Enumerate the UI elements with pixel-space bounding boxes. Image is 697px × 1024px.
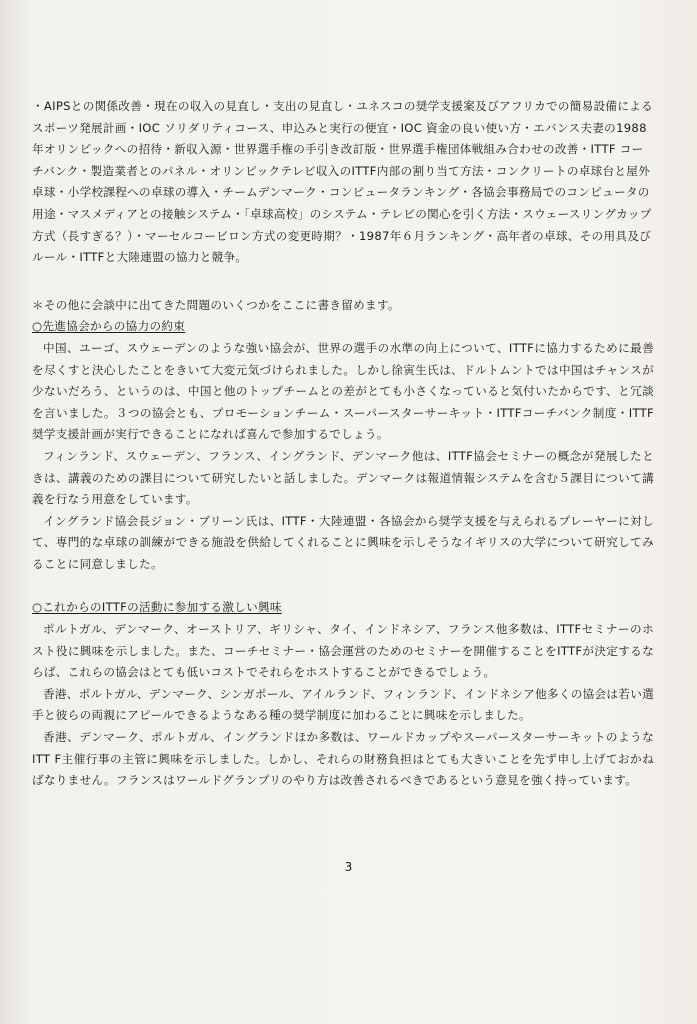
- topics-paragraph: ・AIPSとの関係改善・現在の収入の見直し・支出の見直し・ユネスコの奨学支援案及びアフリカでの簡易設備によるスポーツ発展計画・IOC ソリダリティコース、申込みと実行の便宜・IOC 資金の良い使い方・エバンス夫妻の1988年オリンピックへの招待・新収入源・世界選手権の手引き改訂版・世界選手権団体戦組み合わせの改善・ITTF コーチバンク・製造業者とのパネル・オリンピックテレビ収入のITTF内部の割り当て方法・コンクリートの卓球台と屋外卓球・小学校課程への卓球の導入・チームデンマーク・コンピュータランキング・各協会事務局でのコンピュータの用途・マスメディアとの接触システム・「卓球高校」のシステム・テレビの関心を引く方法・スウェースリングカップ方式（長すぎる？）・マーセルコービロン方式の変更時期？・1987年６月ランキング・高年者の卓球、その用具及びルール・ITTFと大陸連盟の協力と競争。: [32, 99, 654, 265]
- section2-paragraph-1: ポルトガル、デンマーク、オーストリア、ギリシャ、タイ、インドネシア、フランス他多数は、ITTFセミナーのホスト役に興味を示しました。また、コーチセミナー・協会運営のためのセミナーを開催することをITTFが決定するならば、これらの協会はとても低いコストでそれらをホストすることができるでしょう。: [32, 622, 654, 680]
- section1-paragraph-2: フィンランド、スウェーデン、フランス、イングランド、デンマーク他は、ITTF協会セミナーの概念が発展したときは、講義のための課目について研究したいと話しました。デンマークは報道情報システムを含む５課目について講義を行なう用意をしています。: [32, 448, 654, 507]
- page-number: 3: [344, 860, 353, 874]
- section1-paragraph-1: 中国、ユーゴ、スウェーデンのような強い協会が、世界の選手の水準の向上について、ITTFに協力するために最善を尽くすと決心したことをきいて大変元気づけられました。しかし徐寅生氏は、ドルトムントでは中国はチャンスが少ないだろう、というのは、中国と他のトップチームとの差がとても小さくなっていると気付いたからです、と冗談を言いました。３つの協会とも、プロモーションチーム・スーパースターサーキット・ITTFコーチバンク制度・ITTF奨学支援計画が実行できることになれば喜んで参加するでしょう。: [32, 340, 654, 442]
- note-line: ＊その他に会談中に出てきた問題のいくつかをここに書き留めます。: [32, 297, 400, 312]
- section-spacer: [32, 575, 654, 597]
- section2-paragraph-3: 香港、デンマーク、ポルトガル、イングランドほか多数は、ワールドカップやスーパースターサーキットのようなITT F主催行事の主管に興味を示しました。しかし、それらの財務負担はとても大きいことを先ず申し上げておかねばなりません。フランスはワールドグランプリのやり方は改善されるべきであるという意見を強く持っています。: [32, 730, 654, 788]
- section-title-cooperation: ○先進協会からの協力の約束: [32, 319, 186, 334]
- section2-paragraph-2: 香港、ポルトガル、デンマーク、シンガポール、アイルランド、フィンランド、インドネシア他多くの協会は若い選手と彼らの両親にアピールできるようなある種の奨学制度に加わることに興味を示しました。: [32, 686, 654, 723]
- page-content: [32, 96, 654, 792]
- section1-paragraph-3: イングランド協会長ジョン・ブリーン氏は、ITTF・大陸連盟・各協会から奨学支援を与えられるプレーヤーに対して、専門的な卓球の訓練ができる施設を供給してくれることに興味を示しそうなイギリスの大学について研究してみることに同意しました。: [32, 513, 654, 571]
- section-title-interest: ○これからのITTFの活動に参加する激しい興味: [32, 600, 282, 615]
